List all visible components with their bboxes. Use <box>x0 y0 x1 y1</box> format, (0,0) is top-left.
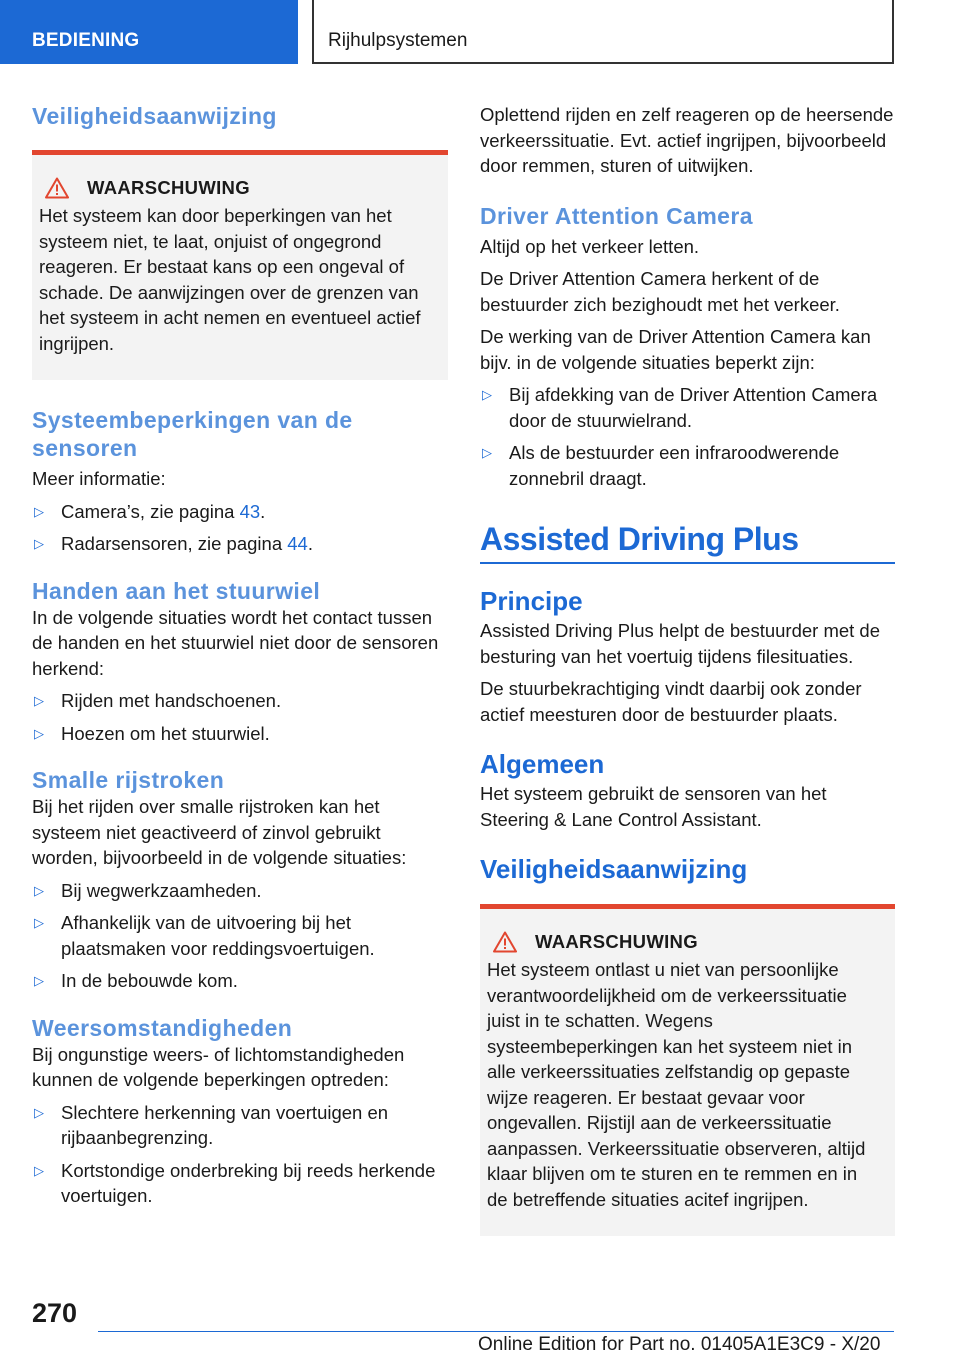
list-item: ▷ Als de bestuurder een infraroodwerende zonnebril draagt. <box>482 442 840 489</box>
warning-text: Het systeem ontlast u niet van persoonlijke verantwoordelijkheid om de verkeerssituatie juist in te schatten. Wegens systeembeperkingen kan het systeem niet in alle verkeerssituaties zelfstandig op gepaste wijze reageren. Er bestaat gevaar voor ongevallen. Rijstijl aan de verkeerssituatie aanpassen. Verkeerssituatie observeren, altijd klaar blijven om te sturen en te remmen en in de betreffende situaties acitef ingrijpen. <box>487 959 866 1210</box>
list-item: ▷ Rijden met handschoenen. <box>32 688 448 714</box>
warning-header <box>487 931 881 953</box>
list-item: ▷ Afhankelijk van de uitvoering bij het plaatsmaken voor reddingsvoertuigen. <box>34 912 375 959</box>
bullet-triangle-icon: ▷ <box>34 882 44 898</box>
bullet-triangle-icon: ▷ <box>482 445 492 460</box>
limits-heading: Systeembeperkingen van de sensoren <box>32 407 353 461</box>
intro-text: Oplettend rijden en zelf reageren op de heersende verkeerssituatie. Evt. actief ingrijpen, bijvoorbeeld door remmen, sturen of uitwijken. <box>480 104 894 176</box>
warning-label: WAARSCHUWING <box>535 931 698 952</box>
list-item: ▷ Slechtere herkenning van voertuigen en rijbaanbegrenzing. <box>34 1101 389 1148</box>
list-item: ▷ In de bebouwde kom. <box>32 968 448 994</box>
principle-paragraph: De stuurbekrachtiging vindt daarbij ook zonder actief meesturen door de bestuurder plaats. <box>480 678 862 725</box>
list-item: ▷ Camera’s, zie pagina 43. <box>32 499 448 525</box>
general-paragraph: Het systeem gebruikt de sensoren van het Steering & Lane Control Assistant. <box>480 783 827 830</box>
hands-list <box>32 688 448 746</box>
narrow-text: Bij het rijden over smalle rijstroken kan het systeem niet geactiveerd of zinvol gebruikt worden, bijvoorbeeld in de volgende situaties: <box>32 796 407 868</box>
right-column <box>480 96 895 1236</box>
limits-intro: Meer informatie: <box>32 468 166 489</box>
bullet-triangle-icon: ▷ <box>34 1162 44 1178</box>
warning-text: Het systeem kan door beperkingen van het systeem niet, te laat, onjuist of ongegrond reageren. Er bestaat kans op een ongeval of schade. De aanwijzingen over de grenzen van het systeem in acht nemen en eventueel actief ingrijpen. <box>39 205 421 354</box>
safety-heading: Veiligheidsaanwijzing <box>32 103 277 129</box>
list-item: ▷ Kortstondige onderbreking bij reeds herkende voertuigen. <box>34 1159 436 1206</box>
hands-text: In de volgende situaties wordt het contact tussen de handen en het stuurwiel niet door de sensoren herkend: <box>32 606 439 679</box>
general-heading: Algemeen <box>480 749 605 779</box>
adp-heading: Assisted Driving Plus <box>480 521 799 557</box>
hands-heading: Handen aan het stuurwiel <box>32 577 321 604</box>
list-item: ▷ Bij afdekking van de Driver Attention Camera door de stuurwielrand. <box>482 384 878 431</box>
weather-list <box>32 1100 448 1209</box>
dac-paragraph: De Driver Attention Camera herkent of de bestuurder zich bezighoudt met het verkeer. <box>480 268 840 315</box>
page-number: 270 <box>32 1298 78 1328</box>
list-item: ▷ Radarsensoren, zie pagina 44. <box>32 531 448 557</box>
narrow-heading: Smalle rijstroken <box>32 767 225 793</box>
bullet-triangle-icon: ▷ <box>34 1104 44 1120</box>
bullet-triangle-icon: ▷ <box>482 387 492 402</box>
weather-heading: Weersomstandigheden <box>32 1014 293 1041</box>
safety-heading-right: Veiligheidsaanwijzing <box>480 854 748 884</box>
dac-paragraph: Altijd op het verkeer letten. <box>480 235 700 257</box>
bullet-triangle-icon: ▷ <box>34 693 44 708</box>
page-link[interactable]: 44 <box>287 533 308 554</box>
dac-list <box>480 382 895 491</box>
warning-triangle-icon <box>45 177 69 199</box>
list-item: ▷ Bij wegwerkzaamheden. <box>32 878 448 904</box>
dac-paragraph: De werking van de Driver Attention Camera kan bijv. in de volgende situaties beperkt zijn: <box>480 326 871 373</box>
bullet-triangle-icon: ▷ <box>34 536 44 551</box>
warning-header <box>39 177 434 199</box>
left-column <box>32 96 448 1209</box>
bullet-triangle-icon: ▷ <box>34 915 44 930</box>
bullet-triangle-icon: ▷ <box>34 503 44 519</box>
list-item: ▷ Hoezen om het stuurwiel. <box>32 721 448 747</box>
page-link[interactable]: 43 <box>239 500 261 522</box>
principle-heading: Principe <box>480 586 583 616</box>
bullet-triangle-icon: ▷ <box>34 725 44 741</box>
footer-rule <box>98 1331 894 1332</box>
weather-text: Bij ongunstige weers- of lichtomstandigheden kunnen de volgende beperkingen optreden: <box>32 1043 405 1090</box>
warning-box <box>480 904 895 1236</box>
warning-triangle-icon <box>493 931 517 953</box>
edition-text: Online Edition for Part no. 01405A1E3C9 - X/20 <box>478 1334 881 1355</box>
bullet-triangle-icon: ▷ <box>34 973 44 988</box>
warning-label: WAARSCHUWING <box>87 177 250 198</box>
narrow-list <box>32 878 448 994</box>
warning-box <box>32 150 448 380</box>
principle-paragraph: Assisted Driving Plus helpt de bestuurder met de besturing van het voertuig tijdens filesituaties. <box>480 620 881 667</box>
section-tab: BEDIENING <box>0 0 298 64</box>
heading-rule <box>480 562 895 564</box>
dac-heading: Driver Attention Camera <box>480 202 753 229</box>
chapter-title: Rijhulpsystemen <box>312 0 894 64</box>
limits-list <box>32 499 448 557</box>
